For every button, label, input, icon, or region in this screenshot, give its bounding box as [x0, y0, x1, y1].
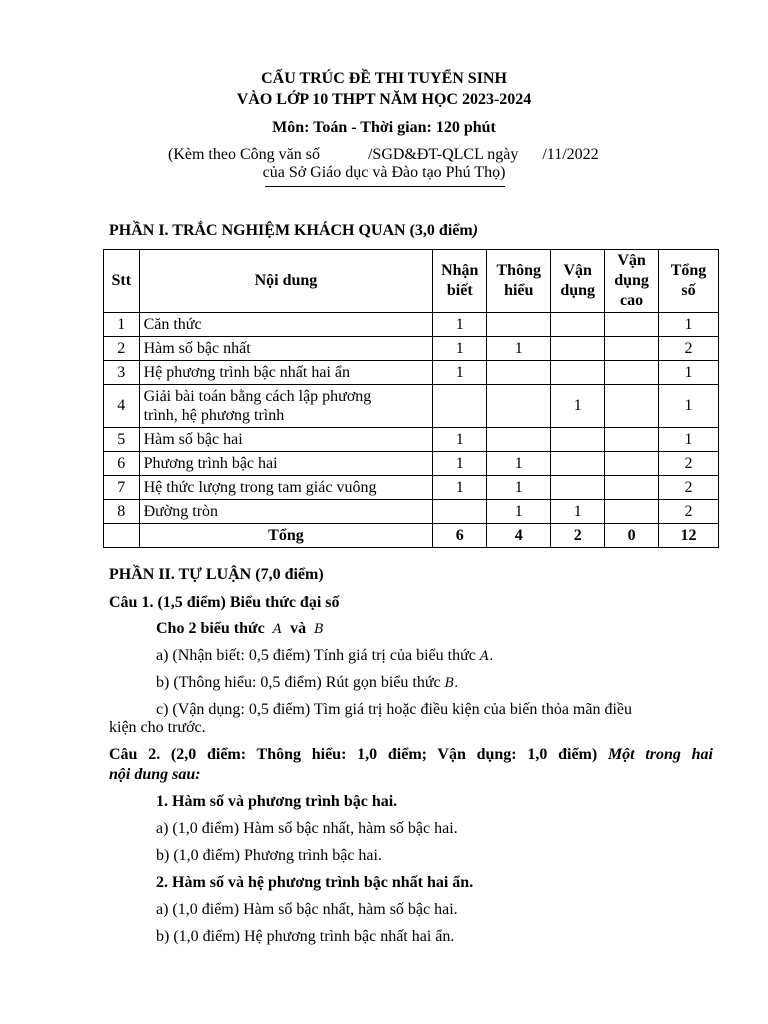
cell-tong-so: 1: [659, 313, 719, 337]
reference-note-line-2: của Sở Giáo dục và Đào tạo Phú Thọ): [262, 164, 506, 181]
table-row: [104, 337, 719, 361]
row-content: Hàm số bậc nhất: [139, 337, 433, 361]
question-1-part-b: b) (Thông hiểu: 0,5 điểm) Rút gọn biểu thức B.: [156, 674, 459, 691]
part1-heading: [109, 222, 478, 240]
cell-van-dung: [551, 313, 605, 337]
row-content: Đường tròn: [139, 500, 433, 524]
question-2-option-2: 2. Hàm số và hệ phương trình bậc nhất hai ẩn.: [156, 874, 474, 891]
cell-van-dung-cao: [605, 428, 659, 452]
col-tong-so: Tổng số: [659, 250, 719, 313]
cell-tong-so: 2: [659, 476, 719, 500]
reference-note-line-1: (Kèm theo Công văn số /SGD&ĐT-QLCL ngày /11/2022: [168, 146, 599, 163]
cell-tong-so: 1: [659, 385, 719, 428]
cell-van-dung: [551, 476, 605, 500]
cell-van-dung: [551, 428, 605, 452]
cell-nhan-biet: 1: [433, 476, 487, 500]
col-content: Nội dung: [139, 250, 433, 313]
col-nhan-biet: Nhận biết: [433, 250, 487, 313]
row-content: Căn thức: [139, 313, 433, 337]
cell-van-dung: 1: [551, 500, 605, 524]
cell-nhan-biet: 1: [433, 361, 487, 385]
table-total-row: [104, 524, 719, 548]
row-content: Hệ phương trình bậc nhất hai ẩn: [139, 361, 433, 385]
table-row: [104, 452, 719, 476]
cell-van-dung-cao: [605, 500, 659, 524]
cell-van-dung-cao: [605, 313, 659, 337]
cell-thong-hieu: [487, 361, 551, 385]
cell-nhan-biet: [433, 385, 487, 428]
row-stt: 8: [104, 500, 140, 524]
question-2-title-line-2: nội dung sau:: [109, 766, 201, 783]
cell-thong-hieu: [487, 385, 551, 428]
row-stt: 4: [104, 385, 140, 428]
header-divider: [265, 186, 505, 187]
cell-van-dung-cao: [605, 452, 659, 476]
table-row: [104, 500, 719, 524]
exam-structure-table: [103, 249, 719, 548]
cell-nhan-biet: 1: [433, 337, 487, 361]
part1-heading-end: ): [472, 222, 479, 239]
cell-thong-hieu: 1: [487, 476, 551, 500]
cell-van-dung: [551, 452, 605, 476]
col-thong-hieu: Thông hiểu: [487, 250, 551, 313]
total-thong-hieu: 4: [487, 524, 551, 548]
cell-thong-hieu: 1: [487, 500, 551, 524]
question-2-option-1-a: a) (1,0 điểm) Hàm số bậc nhất, hàm số bậc hai.: [156, 820, 458, 837]
row-stt: 2: [104, 337, 140, 361]
col-van-dung: Vận dụng: [551, 250, 605, 313]
question-2-option-1: 1. Hàm số và phương trình bậc hai.: [156, 793, 398, 810]
row-stt: 6: [104, 452, 140, 476]
total-van-dung-cao: 0: [605, 524, 659, 548]
question-1-title: Câu 1. (1,5 điểm) Biểu thức đại số: [109, 594, 340, 611]
table-row: [104, 385, 719, 428]
cell-tong-so: 2: [659, 452, 719, 476]
cell-tong-so: 1: [659, 361, 719, 385]
row-content: Phương trình bậc hai: [139, 452, 433, 476]
cell-van-dung-cao: [605, 337, 659, 361]
cell-van-dung: 1: [551, 385, 605, 428]
table-row: [104, 313, 719, 337]
question-1-part-a: a) (Nhận biết: 0,5 điểm) Tính giá trị của biểu thức A.: [156, 647, 494, 664]
col-stt: Stt: [104, 250, 140, 313]
row-content: Giải bài toán bằng cách lập phương trình, hệ phương trình: [139, 385, 433, 428]
question-1-part-c-line-2: kiện cho trước.: [109, 719, 206, 736]
subject-line: Môn: Toán - Thời gian: 120 phút: [272, 119, 496, 136]
cell-van-dung-cao: [605, 476, 659, 500]
part1-heading-text: PHẦN I. TRẮC NGHIỆM KHÁCH QUAN (3,0 điểm: [109, 222, 473, 239]
total-tong-so: 12: [659, 524, 719, 548]
cell-thong-hieu: 1: [487, 337, 551, 361]
total-stt-empty: [104, 524, 140, 548]
part2-heading: PHẦN II. TỰ LUẬN (7,0 điểm): [109, 566, 324, 583]
question-2-option-2-a: a) (1,0 điểm) Hàm số bậc nhất, hàm số bậc hai.: [156, 901, 458, 918]
table-row: [104, 428, 719, 452]
cell-van-dung-cao: [605, 361, 659, 385]
question-2-title-line-1: Câu 2. (2,0 điểm: Thông hiểu: 1,0 điểm; Vận dụng: 1,0 điểm) Một trong hai: [109, 746, 713, 763]
cell-nhan-biet: 1: [433, 428, 487, 452]
title-line-2: VÀO LỚP 10 THPT NĂM HỌC 2023-2024: [236, 91, 532, 108]
title-line-1: CẤU TRÚC ĐỀ THI TUYỂN SINH: [261, 70, 507, 87]
row-stt: 1: [104, 313, 140, 337]
row-content: Hệ thức lượng trong tam giác vuông: [139, 476, 433, 500]
cell-van-dung: [551, 337, 605, 361]
cell-van-dung-cao: [605, 385, 659, 428]
total-nhan-biet: 6: [433, 524, 487, 548]
question-2-option-1-b: b) (1,0 điểm) Phương trình bậc hai.: [156, 847, 382, 864]
row-stt: 7: [104, 476, 140, 500]
cell-tong-so: 1: [659, 428, 719, 452]
cell-nhan-biet: 1: [433, 313, 487, 337]
cell-thong-hieu: [487, 428, 551, 452]
table-header-row: [104, 250, 719, 313]
row-content: Hàm số bậc hai: [139, 428, 433, 452]
question-1-intro: Cho 2 biểu thức A và B: [156, 620, 324, 637]
table-row: [104, 361, 719, 385]
cell-tong-so: 2: [659, 500, 719, 524]
cell-tong-so: 2: [659, 337, 719, 361]
row-stt: 3: [104, 361, 140, 385]
question-2-option-2-b: b) (1,0 điểm) Hệ phương trình bậc nhất hai ẩn.: [156, 928, 455, 945]
cell-nhan-biet: 1: [433, 452, 487, 476]
col-van-dung-cao: Vận dụng cao: [605, 250, 659, 313]
total-label: Tổng: [139, 524, 433, 548]
table-row: [104, 476, 719, 500]
row-stt: 5: [104, 428, 140, 452]
cell-thong-hieu: 1: [487, 452, 551, 476]
cell-thong-hieu: [487, 313, 551, 337]
cell-van-dung: [551, 361, 605, 385]
question-1-part-c-line-1: c) (Vận dụng: 0,5 điểm) Tìm giá trị hoặc điều kiện của biến thỏa mãn điều: [156, 701, 633, 718]
cell-nhan-biet: [433, 500, 487, 524]
total-van-dung: 2: [551, 524, 605, 548]
